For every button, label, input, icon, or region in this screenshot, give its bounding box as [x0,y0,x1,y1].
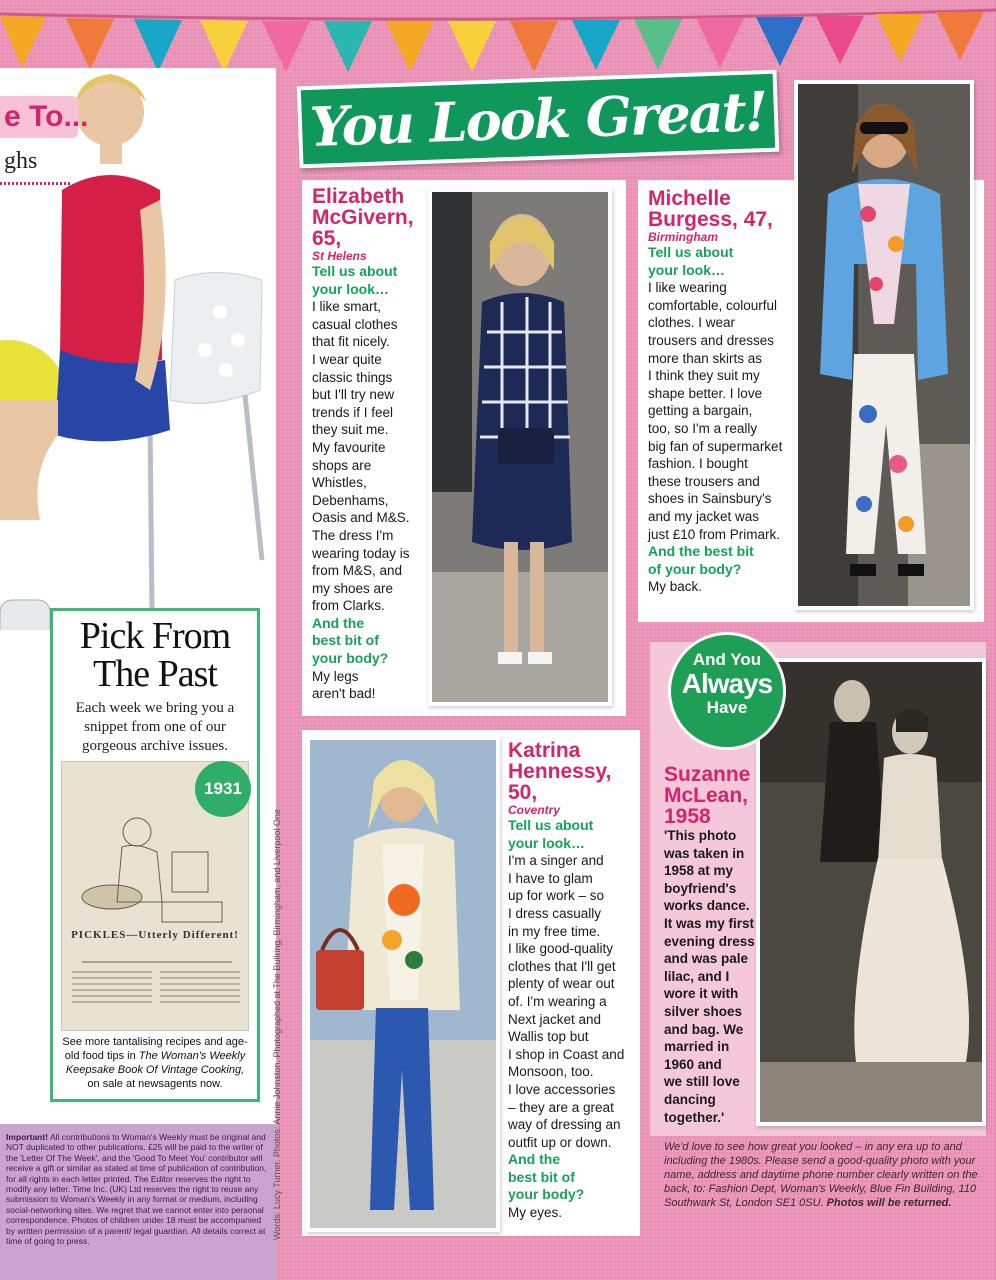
quote-line: silver shoes [664,1003,743,1019]
suzanne-text [664,764,760,1126]
answer-line: that fit nicely. [312,334,390,350]
page-title: You Look Great! [308,79,768,159]
quote-line: evening dress [664,933,755,949]
woman-in-floral-trousers-image [798,84,970,606]
badge-line1: And You [692,650,762,669]
quote-line: was taken in [664,845,745,861]
question-line: your body? [508,1186,585,1203]
quote-line: It was my first [664,915,755,931]
badge-line3: Have [706,698,748,717]
name-line: McGivern, [312,206,414,229]
answer-line: The dress I'm [312,527,394,543]
submission-footnote [664,1140,980,1210]
question-line: Tell us about [648,244,734,260]
photo-katrina [306,736,500,1232]
name-line: Burgess, 47, [648,208,773,231]
quote-line: lilac, and I [664,968,730,984]
footnote-bold: Photos will be returned. [826,1197,952,1209]
answer-line: My eyes. [508,1205,563,1221]
question-look [312,263,424,298]
clipping-headline: PICKLES—Utterly Different! [71,929,239,941]
answer-line: I like good-quality [508,941,614,957]
answer-line: in my free time. [508,923,601,939]
question-line: best bit of [508,1168,575,1185]
answer-line: Next jacket and [508,1011,602,1027]
answer-line: Debenhams, [312,492,389,508]
answer-line: just £10 from Primark. [648,526,781,542]
pick-footer-book-title: The Woman's Weekly Keepsake Book Of Vintage Cooking, [65,1050,246,1076]
always-have-badge [668,632,786,750]
answer-line: these trousers and [648,473,760,489]
question-body [648,543,798,578]
answer-line: wearing today is [312,545,410,561]
answer-line: fashion. I bought [648,456,748,472]
profile-name [664,764,760,827]
quote-line: married in [664,1039,730,1055]
photo-suzanne-1958 [756,658,986,1126]
quote-line: 'This photo [664,828,737,843]
pick-title-line1: Pick From [79,615,231,657]
answer-line: too, so I'm a really [648,420,758,436]
answer-line: way of dressing an [508,1117,621,1133]
answer-line: Oasis and M&S. [312,510,410,526]
section-title: e To... [4,100,89,133]
profile-text-michelle [648,188,798,596]
answer-line: Monsoon, too. [508,1064,594,1080]
name-line: 65, [312,227,342,250]
question-body [508,1151,636,1204]
pick-footer-end: on sale at newsagents now. [87,1078,223,1090]
question-body [312,615,424,668]
profile-text-elizabeth [312,186,424,703]
answer-body [508,1204,636,1222]
pick-from-past-box [50,608,260,1102]
answer-line: outfit up or down. [508,1134,612,1150]
answer-look [648,279,798,543]
answer-line: I'm a singer and [508,853,604,869]
profile-place: Birmingham [648,230,719,244]
notice-lead: Important! [6,1132,49,1142]
year-badge: 1931 [195,761,251,817]
pick-footer [59,1035,251,1091]
photo-elizabeth [428,188,612,706]
answer-line: but I'll try new [312,387,395,403]
answer-line: my shoes are [312,580,394,596]
contributions-notice [0,1124,276,1280]
pick-intro: Each week we bring you a snippet from one of our gorgeous archive issues. [75,700,235,754]
answer-line: – they are a great [508,1099,614,1115]
profile-place: St Helens [312,249,367,263]
quote-line: wore it with [664,986,739,1002]
answer-line: My back. [648,579,703,595]
name-line: 1958 [664,805,711,828]
name-line: Katrina [508,739,581,762]
answer-line: clothes that I'll get [508,958,616,974]
question-line: of your body? [648,560,742,577]
answer-line: from M&S, and [312,563,403,579]
answer-line: I love accessories [508,1081,616,1097]
question-line: your body? [312,650,389,667]
answer-line: shape better. I love [648,385,763,401]
question-line: your look… [508,834,586,851]
answer-look [312,298,424,615]
quote-line: and bag. We [664,1021,744,1037]
name-line: Michelle [648,187,731,210]
quote-line: and was pale [664,951,749,967]
photo-michelle [794,80,974,610]
answer-line: Wallis top but [508,1029,589,1045]
answer-line: shops are [312,457,372,473]
answer-line: big fan of supermarket [648,438,783,454]
answer-line: I like wearing [648,280,727,296]
answer-line: My favourite [312,439,386,455]
answer-line: from Clarks. [312,598,385,614]
answer-line: clothes. I wear [648,315,736,331]
answer-line: I shop in Coast and [508,1046,625,1062]
answer-line: shoes in Sainsbury's [648,491,772,507]
quote-line: together.' [664,1109,725,1125]
answer-line: My legs [312,668,359,684]
name-line: Hennessy, [508,760,612,783]
answer-line: they suit me. [312,422,389,438]
name-line: Suzanne [664,763,751,786]
pick-title [53,617,257,693]
answer-line: classic things [312,369,393,385]
question-look [508,817,636,852]
badge-line2: Always [681,668,773,699]
notice-text: All contributions to Woman's Weekly must be original and NOT duplicated to other publications. £25 will be paid to the writer of the 'Letter Of The Week', and the 'Good To Meet You' contributor will receive a gift or similar as stated at time of publication of contribution, for all rights in each letter printed. The Editor reserves the right to modify any letter. Time Inc. (UK) Ltd reserves the right to reuse any submission to Woman's Weekly in any format or medium, including social-networking sites. We regret that we cannot enter into personal correspondence. Photos of children under 18 must be accompanied by written permission of a parent/ legal guardian. All details correct at time of going to press. [6,1132,267,1247]
question-line: And the best bit [648,543,754,560]
answer-line: casual clothes [312,316,398,332]
answer-line: comfortable, colourful [648,297,778,313]
question-line: your look… [648,261,726,278]
answer-line: up for work – so [508,888,605,904]
quote-line: works dance. [664,898,750,914]
answer-line: trousers and dresses [648,332,775,348]
profile-place: Coventry [508,803,561,817]
answer-line: getting a bargain, [648,403,753,419]
pick-footer-text: See more tantalising recipes and age-old food tips in [62,1036,248,1062]
answer-line: I dress casually [508,905,602,921]
name-line: 50, [508,781,538,804]
question-line: Tell us about [312,263,398,279]
photo-credits: Words: Lucy Turner. Photos: Annie Johnston. Photographed at The Bullring, Birmingham, and Liverpool One [272,809,282,1240]
woman-in-check-dress-image [432,192,608,702]
pick-title-line2: The Past [93,653,217,695]
name-line: Elizabeth [312,185,405,208]
answer-look [508,852,636,1151]
section-rule [0,182,70,185]
question-line: And the [508,1151,561,1168]
answer-line: I wear quite [312,351,382,367]
header-banner [297,70,780,169]
vintage-couple-photo [760,662,982,1122]
answer-line: more than skirts as [648,350,763,366]
profile-name [648,188,798,230]
question-line: your look… [312,280,390,297]
question-line: best bit of [312,632,379,649]
footnote-text: We'd love to see how great you looked – in any era up to and including the 1980s. Please send a good-quality photo with your name, address and daytime phone number clearly written on the back, to: Fashion Dept, Woman's Weekly, Blue Fin Building, 110 Southwark St, London SE1 0SU. [664,1141,978,1209]
answer-line: and my jacket was [648,508,760,524]
quote-line: we still love [664,1074,740,1090]
answer-body [312,668,424,703]
answer-line: of. I'm wearing a [508,993,607,1009]
profile-name [508,740,636,803]
answer-line: plenty of wear out [508,976,615,992]
quote-line: 1960 and [664,1056,722,1072]
question-look [648,244,798,279]
answer-body [648,578,798,596]
profile-name [312,186,424,249]
quote-line: dancing [664,1091,716,1107]
profile-text-katrina [508,740,636,1222]
question-line: Tell us about [508,817,594,833]
answer-line: I have to glam [508,870,593,886]
name-line: McLean, [664,784,749,807]
answer-line: trends if I feel [312,404,394,420]
quote-line: boyfriend's [664,880,737,896]
section-subtitle: ghs [4,148,38,174]
question-line: And the [312,614,365,631]
woman-in-jacket-with-handbag-image [310,740,496,1228]
answer-line: Whistles, [312,475,367,491]
answer-line: aren't bad! [312,686,376,702]
quote-line: 1958 at my [664,863,734,879]
answer-line: I like smart, [312,299,382,315]
answer-line: I think they suit my [648,368,760,384]
suzanne-quote [664,827,760,1126]
